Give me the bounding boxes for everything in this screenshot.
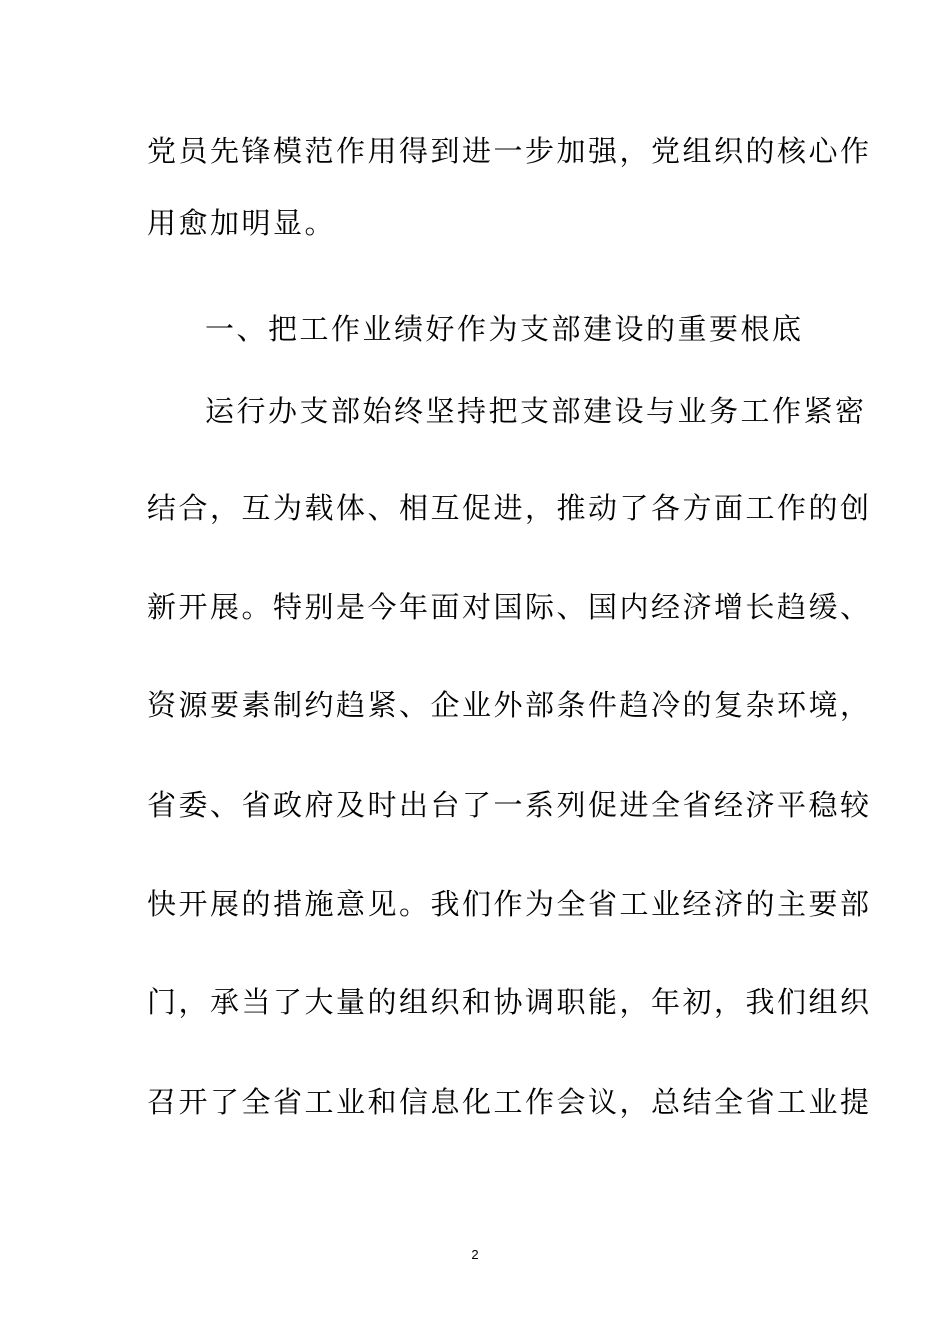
paragraph-line: 省委、省政府及时出台了一系列促进全省经济平稳较 (147, 788, 872, 822)
paragraph-line: 召开了全省工业和信息化工作会议，总结全省工业提 (147, 1085, 872, 1119)
page-number: 2 (471, 1247, 479, 1262)
paragraph-line: 运行办支部始终坚持把支部建设与业务工作紧密 (205, 394, 867, 428)
paragraph-line: 新开展。特别是今年面对国际、国内经济增长趋缓、 (147, 590, 872, 624)
paragraph-line: 快开展的措施意见。我们作为全省工业经济的主要部 (147, 887, 872, 921)
paragraph-line: 党员先锋模范作用得到进一步加强，党组织的核心作 (147, 134, 872, 168)
paragraph-line: 门，承当了大量的组织和协调职能，年初，我们组织 (147, 985, 872, 1019)
paragraph-line: 资源要素制约趋紧、企业外部条件趋冷的复杂环境， (147, 688, 872, 722)
paragraph-line: 用愈加明显。 (147, 206, 337, 240)
paragraph-line: 结合，互为载体、相互促进，推动了各方面工作的创 (147, 491, 872, 525)
section-heading: 一、把工作业绩好作为支部建设的重要根底 (205, 312, 804, 346)
